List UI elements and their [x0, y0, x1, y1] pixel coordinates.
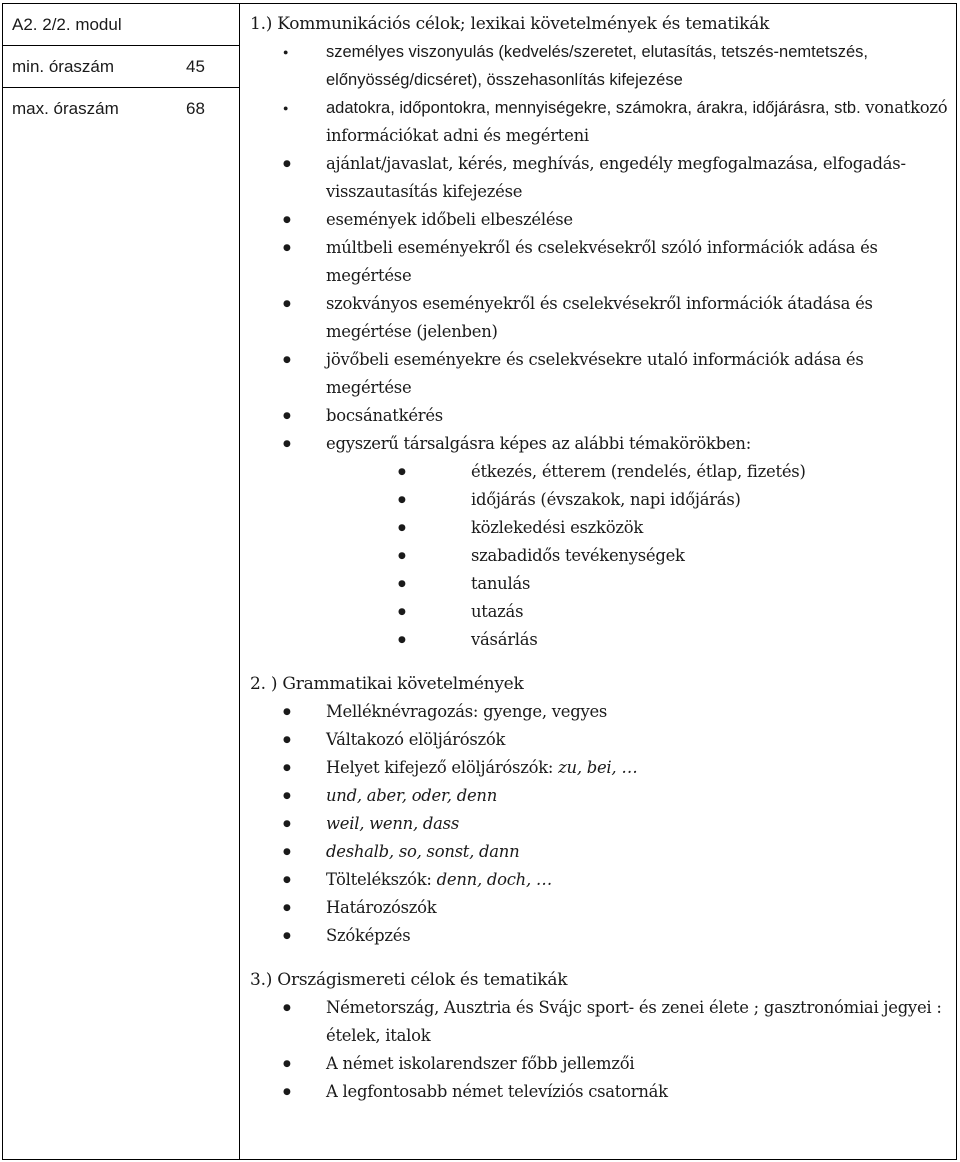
topic-item: ● közlekedési eszközök: [250, 514, 948, 542]
module-info-column: [3, 4, 240, 1159]
list-item: [250, 754, 948, 782]
list-item-example: denn, doch, …: [436, 870, 553, 889]
list-item: ● Melléknévragozás: gyenge, vegyes: [250, 698, 948, 726]
list-item: ● bocsánatkérés: [250, 402, 948, 430]
topic-item: ● tanulás: [250, 570, 948, 598]
max-hours-row: [3, 88, 239, 130]
list-item-text: Töltelékszók:: [326, 870, 437, 889]
list-item: [250, 866, 948, 894]
topic-item: ● utazás: [250, 598, 948, 626]
list-item: ● deshalb, so, sonst, dann: [250, 838, 948, 866]
section-3-list: [250, 994, 948, 1106]
min-hours-value: 45: [186, 56, 205, 76]
section-3-title: 3.) Országismereti célok és tematikák: [250, 970, 568, 990]
section-1-title: 1.) Kommunikációs célok; lexikai követelmények és tematikák: [250, 14, 770, 34]
syllabus-table: [2, 3, 957, 1160]
list-item-text: vonatkozó információkat adni és megérteni: [326, 98, 948, 145]
list-item: ● Szóképzés: [250, 922, 948, 950]
list-item: ● Határozószók: [250, 894, 948, 922]
section-2-title: 2. ) Grammatikai követelmények: [250, 674, 524, 694]
section-1-list: [250, 38, 948, 458]
list-item: ● események időbeli elbeszélése: [250, 206, 948, 234]
list-item: ● A német iskolarendszer főbb jellemzői: [250, 1050, 948, 1078]
list-item: ● szokványos eseményekről és cselekvésekről információk átadása és megértése (jelenben): [250, 290, 948, 346]
list-item-text: adatokra, időpontokra, mennyiségekre, számokra, árakra, időjárásra, stb.: [326, 99, 861, 117]
min-hours-label: min. óraszám: [12, 56, 115, 76]
module-title-row: [3, 4, 239, 46]
topic-item: ● vásárlás: [250, 626, 948, 654]
content-column: [240, 4, 956, 1159]
topic-item: ● étkezés, étterem (rendelés, étlap, fizetés): [250, 458, 948, 486]
list-item: ● weil, wenn, dass: [250, 810, 948, 838]
topics-list: [250, 458, 948, 654]
list-item: ● múltbeli eseményekről és cselekvésekről szóló információk adása és megértése: [250, 234, 948, 290]
list-item: ● A legfontosabb német televíziós csatornák: [250, 1078, 948, 1106]
list-item: ● személyes viszonyulás (kedvelés/szeretet, elutasítás, tetszés-nemtetszés, előnyösség/dicséret), összehasonlítás kifejezése: [250, 38, 948, 94]
list-item: ● und, aber, oder, denn: [250, 782, 948, 810]
list-item: ● jövőbeli eseményekre és cselekvésekre utaló információk adása és megértése: [250, 346, 948, 402]
list-item: ● Németország, Ausztria és Svájc sport- és zenei élete ; gasztronómiai jegyei : ételek, italok: [250, 994, 948, 1050]
list-item: ● Váltakozó elöljárószók: [250, 726, 948, 754]
section-2-list: [250, 698, 948, 950]
list-item: [250, 94, 948, 150]
list-item: ● egyszerű társalgásra képes az alábbi témakörökben:: [250, 430, 948, 458]
list-item-example: zu, bei, …: [558, 758, 638, 777]
module-title: A2. 2/2. modul: [12, 14, 122, 34]
min-hours-row: [3, 46, 239, 88]
topic-item: ● időjárás (évszakok, napi időjárás): [250, 486, 948, 514]
max-hours-label: max. óraszám: [12, 99, 119, 118]
list-item: ● ajánlat/javaslat, kérés, meghívás, engedély megfogalmazása, elfogadás-visszautasítás kifejezése: [250, 150, 948, 206]
list-item-text: Helyet kifejező elöljárószók:: [326, 758, 559, 777]
topic-item: ● szabadidős tevékenységek: [250, 542, 948, 570]
max-hours-value: 68: [186, 99, 205, 118]
